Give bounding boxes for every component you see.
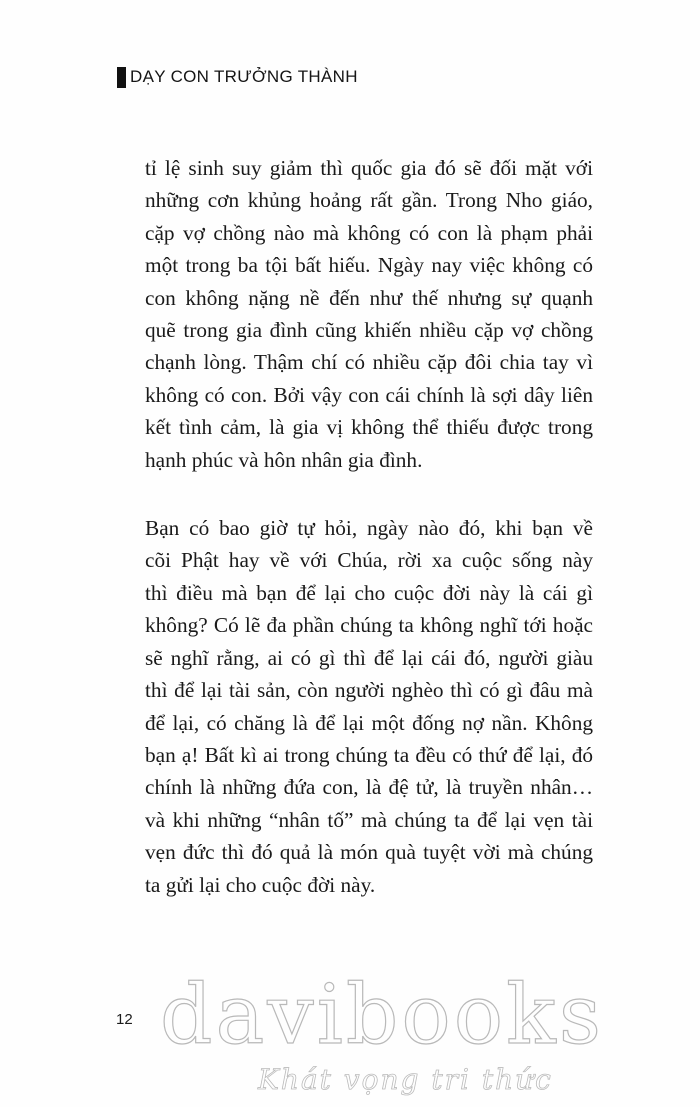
text-line: chạnh lòng. Thậm chí có nhiều cặp đôi chia tay vì [145,350,593,375]
text-line: thì để lại tài sản, còn người nghèo thì có gì đâu mà [145,678,593,703]
text-line: vẹn đức thì đó quả là món quà tuyệt vời mà chúng [145,840,593,865]
text-line: chính là những đứa con, là đệ tử, là truyền nhân… [145,775,593,800]
text-line: con không nặng nề đến như thế nhưng sự quạnh [145,285,593,310]
text-line: hạnh phúc và hôn nhân gia đình. [145,447,423,472]
header-title: DẠY CON TRƯỞNG THÀNH [130,67,358,86]
text-line: và khi những “nhân tố” mà chúng ta để lại vẹn tài [145,807,593,832]
text-line: cõi Phật hay về với Chúa, rời xa cuộc sống này [145,548,593,573]
text-line: kết tình cảm, là gia vị không thể thiếu được trong [145,415,593,440]
text-line: tỉ lệ sinh suy giảm thì quốc gia đó sẽ đối mặt với [145,156,593,180]
page-number: 12 [116,1011,133,1028]
paragraph-spacer [145,476,593,512]
text-line: không? Có lẽ đa phần chúng ta không nghĩ tới hoặc [145,613,593,638]
text-line: những cơn khủng hoảng rất gần. Trong Nho giáo, [145,188,593,213]
text-line: cặp vợ chồng nào mà không có con là phạm phải [145,220,593,245]
watermark-slogan: Khát vọng tri thức [258,1063,553,1096]
watermark [160,968,604,1098]
paragraph-2 [145,512,593,901]
text-line: sẽ nghĩ rằng, ai có gì thì để lại cái đó, người giàu [145,645,593,670]
text-line: không có con. Bởi vậy con cái chính là sợi dây liên [145,382,593,407]
body-text [145,152,593,901]
watermark-brand: davibooks [160,968,604,1063]
text-line: để lại, có chăng là để lại một đống nợ nần. Không [145,710,593,735]
text-line: bạn ạ! Bất kì ai trong chúng ta đều có thứ để lại, đó [145,742,593,767]
paragraph-1 [145,152,593,476]
text-line: Bạn có bao giờ tự hỏi, ngày nào đó, khi bạn về [145,516,593,541]
text-line: ta gửi lại cho cuộc đời này. [145,872,376,897]
text-line: quẽ trong gia đình cũng khiến nhiều cặp vợ chồng [145,318,593,343]
text-line: một trong ba tội bất hiếu. Ngày nay việc không có [145,253,593,278]
text-line: thì điều mà bạn để lại cho cuộc đời này là cái gì [145,580,593,605]
running-header [117,66,358,88]
header-marker-bar [117,67,126,88]
